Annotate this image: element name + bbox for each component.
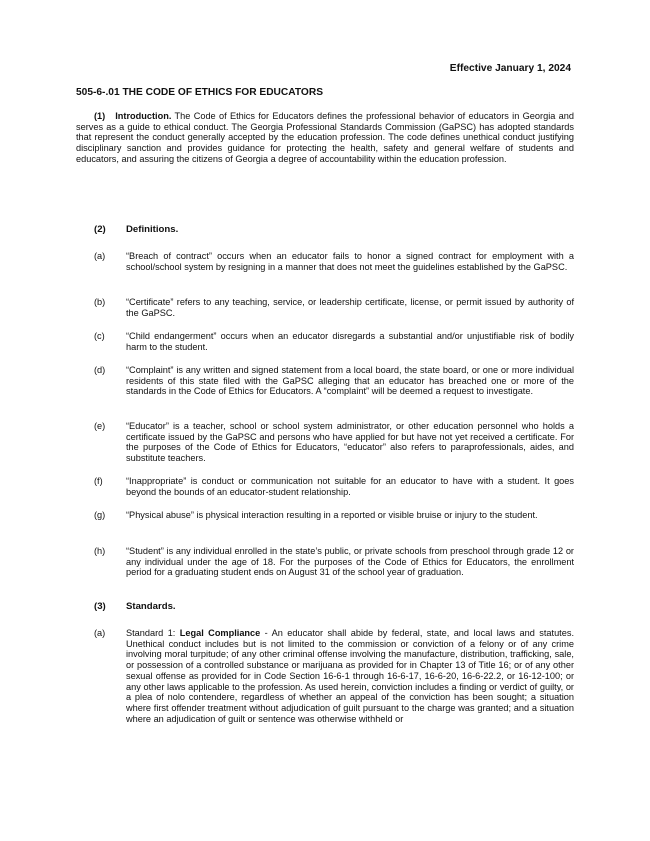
item-label: (c) bbox=[94, 331, 105, 341]
item-text: “Educator” is a teacher, school or school system administrator, or other education personnel who holds a certificate issued by the GaPSC and persons who have applied for but have not yet received a certificate. For the purposes of the Code of Ethics for Educators, “educator” also refers to paraprofessionals, aides, and substitute teachers. bbox=[126, 421, 574, 464]
standard-item bbox=[94, 628, 574, 724]
section-heading: Standards. bbox=[126, 601, 176, 612]
definition-item bbox=[94, 251, 574, 272]
item-label: (a) bbox=[94, 628, 106, 638]
definition-item bbox=[94, 365, 574, 397]
item-label: (g) bbox=[94, 510, 106, 520]
section-number: (2) bbox=[94, 224, 106, 235]
standard-text: - An educator shall abide by federal, state, and local laws and statutes. Unethical conduct includes but is not limited to the commission or conviction of a felony or of any crime involving moral turpitude; of any other criminal offense involving the manufacture, distribution, trafficking, sale, or possession of a controlled substance or marijuana as provided for in Chapter 13 of Title 16; or of any other sexual offense as provided for in Code Section 16-6-1 through 16-6-17, 16-6-20, 16-6-22.2, or 16-12-100; or any other laws applicable to the profession. As used herein, conviction includes a finding or verdict of guilty, or a plea of nolo contendere, regardless of whether an appeal of the conviction has been sought; a situation where first offender treatment without adjudication of guilt pursuant to the charge was granted; and a situation where an adjudication of guilt or sentence was otherwise withheld or bbox=[126, 628, 574, 724]
standard-prefix: Standard 1: bbox=[126, 628, 180, 638]
definition-item bbox=[94, 510, 574, 521]
item-text: “Inappropriate” is conduct or communication not suitable for an educator to have with a student. It goes beyond the bounds of an educator-student relationship. bbox=[126, 476, 574, 497]
item-label: (h) bbox=[94, 546, 106, 556]
item-label: (a) bbox=[94, 251, 106, 261]
item-label: (b) bbox=[94, 297, 106, 307]
item-text: “Breach of contract” occurs when an educator fails to honor a signed contract for employment with a school/school system by resigning in a manner that does not meet the guidelines established by the GaPSC. bbox=[126, 251, 574, 272]
definition-item bbox=[94, 331, 574, 352]
introduction-text: The Code of Ethics for Educators defines the professional behavior of educators in Georgia and serves as a guide to ethical conduct. The Georgia Professional Standards Commission (GaPSC) has adopted standards that represent the conduct generally accepted by the education profession. The code defines unethical conduct justifying disciplinary sanction and provides guidance for protecting the health, safety and general welfare of students and educators, and assuring the citizens of Georgia a degree of accountability within the education profession. bbox=[76, 111, 574, 164]
item-text: “Student” is any individual enrolled in the state’s public, or private schools from preschool through grade 12 or any individual under the age of 18. For the purposes of the Code of Ethics for Educators, the enrollment period for a graduating student ends on August 31 of the school year of graduation. bbox=[126, 546, 574, 578]
definition-item bbox=[94, 546, 574, 578]
item-text: “Child endangerment” occurs when an educator disregards a substantial and/or unjustifiable risk of bodily harm to the student. bbox=[126, 331, 574, 352]
section-heading: Definitions. bbox=[126, 224, 179, 235]
definitions-heading bbox=[94, 224, 178, 236]
item-label: (d) bbox=[94, 365, 106, 375]
definition-item bbox=[94, 421, 574, 464]
item-label: (f) bbox=[94, 476, 103, 486]
section-heading: Introduction. bbox=[115, 111, 172, 121]
item-text bbox=[126, 628, 574, 724]
effective-date: Effective January 1, 2024 bbox=[449, 63, 571, 74]
item-label: (e) bbox=[94, 421, 106, 431]
standard-title: Legal Compliance bbox=[179, 628, 261, 638]
item-text: “Certificate” refers to any teaching, service, or leadership certificate, license, or permit issued by authority of the GaPSC. bbox=[126, 297, 574, 318]
document-title: 505-6-.01 THE CODE OF ETHICS FOR EDUCATORS bbox=[76, 87, 323, 98]
definition-item bbox=[94, 297, 574, 318]
section-number: (1) bbox=[94, 111, 106, 121]
section-number: (3) bbox=[94, 601, 106, 612]
item-text: “Physical abuse” is physical interaction resulting in a reported or visible bruise or injury to the student. bbox=[126, 510, 538, 520]
standards-heading bbox=[94, 601, 176, 613]
item-text: “Complaint” is any written and signed statement from a local board, the state board, or one or more individual residents of this state filed with the GaPSC alleging that an educator has breached one or more of the standards in the Code of Ethics for Educators. A “complaint” will be deemed a request to investigate. bbox=[126, 365, 574, 397]
definition-item bbox=[94, 476, 574, 497]
introduction-paragraph bbox=[76, 111, 574, 165]
